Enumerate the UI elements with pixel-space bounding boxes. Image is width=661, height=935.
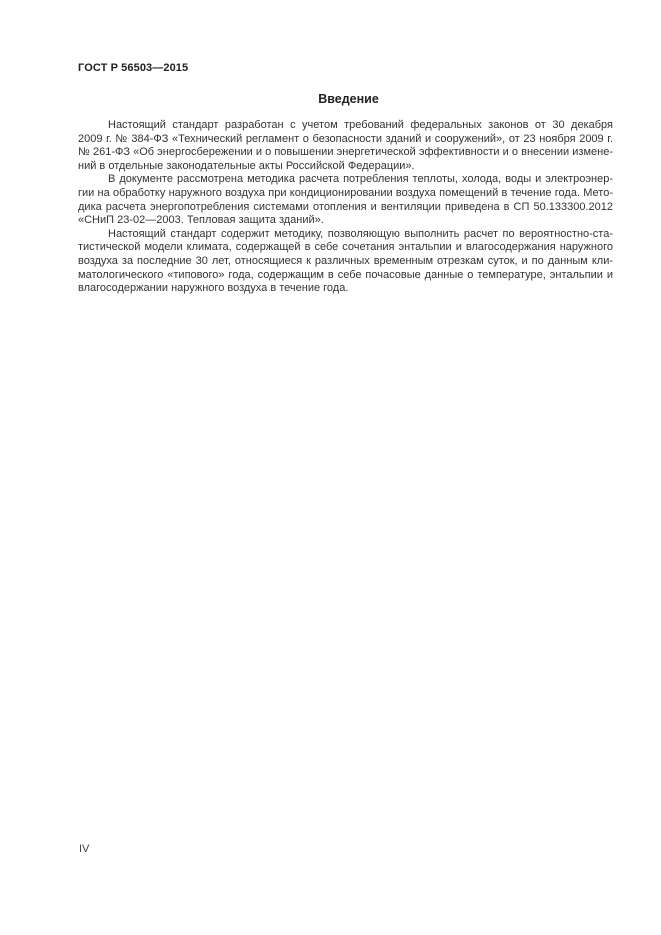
text-line: № 261-ФЗ «Об энергосбережении и о повышении энергетической эффективности и о внесении измене- [78,146,613,159]
text-line: воздуха за последние 30 лет, относящиеся к различных временным отрезкам суток, и по данным кли- [78,254,613,267]
text-line: матологического «типового» года, содержащим в себе почасовые данные о температуре, энтальпии и [78,268,613,281]
paragraph-1 [78,119,613,173]
text-line: В документе рассмотрена методика расчета потребления теплоты, холода, воды и электроэнер- [108,173,613,186]
text-line: ний в отдельные законодательные акты Российской Федерации». [78,159,415,172]
text-line: влагосодержании наружного воздуха в течение года. [78,282,349,295]
section-title: Введение [318,92,379,106]
text-line: гии на обработку наружного воздуха при кондиционировании воздуха помещений в течение года. Мето- [78,186,613,199]
text-line: Настоящий стандарт разработан с учетом требований федеральных законов от 30 декабря [108,119,613,131]
text-line: 2009 г. № 384-ФЗ «Технический регламент о безопасности зданий и сооружений», от 23 ноября 2009 г. [78,132,613,145]
paragraph-2 [78,173,613,227]
page-number: IV [79,843,90,855]
paragraph-3 [78,228,613,296]
text-line: дика расчета энергопотребления системами отопления и вентиляции приведена в СП 50.133300.2012 [78,200,613,213]
text-line: «СНиП 23-02—2003. Тепловая защита зданий». [78,214,324,227]
introduction-body [78,119,613,296]
text-line: тистической модели климата, содержащей в себе сочетания энтальпии и влагосодержания наружного [78,241,613,254]
text-line: Настоящий стандарт содержит методику, позволяющую выполнить расчет по вероятностно-ста- [108,227,613,240]
standard-id-header: ГОСТ Р 56503—2015 [78,62,189,74]
